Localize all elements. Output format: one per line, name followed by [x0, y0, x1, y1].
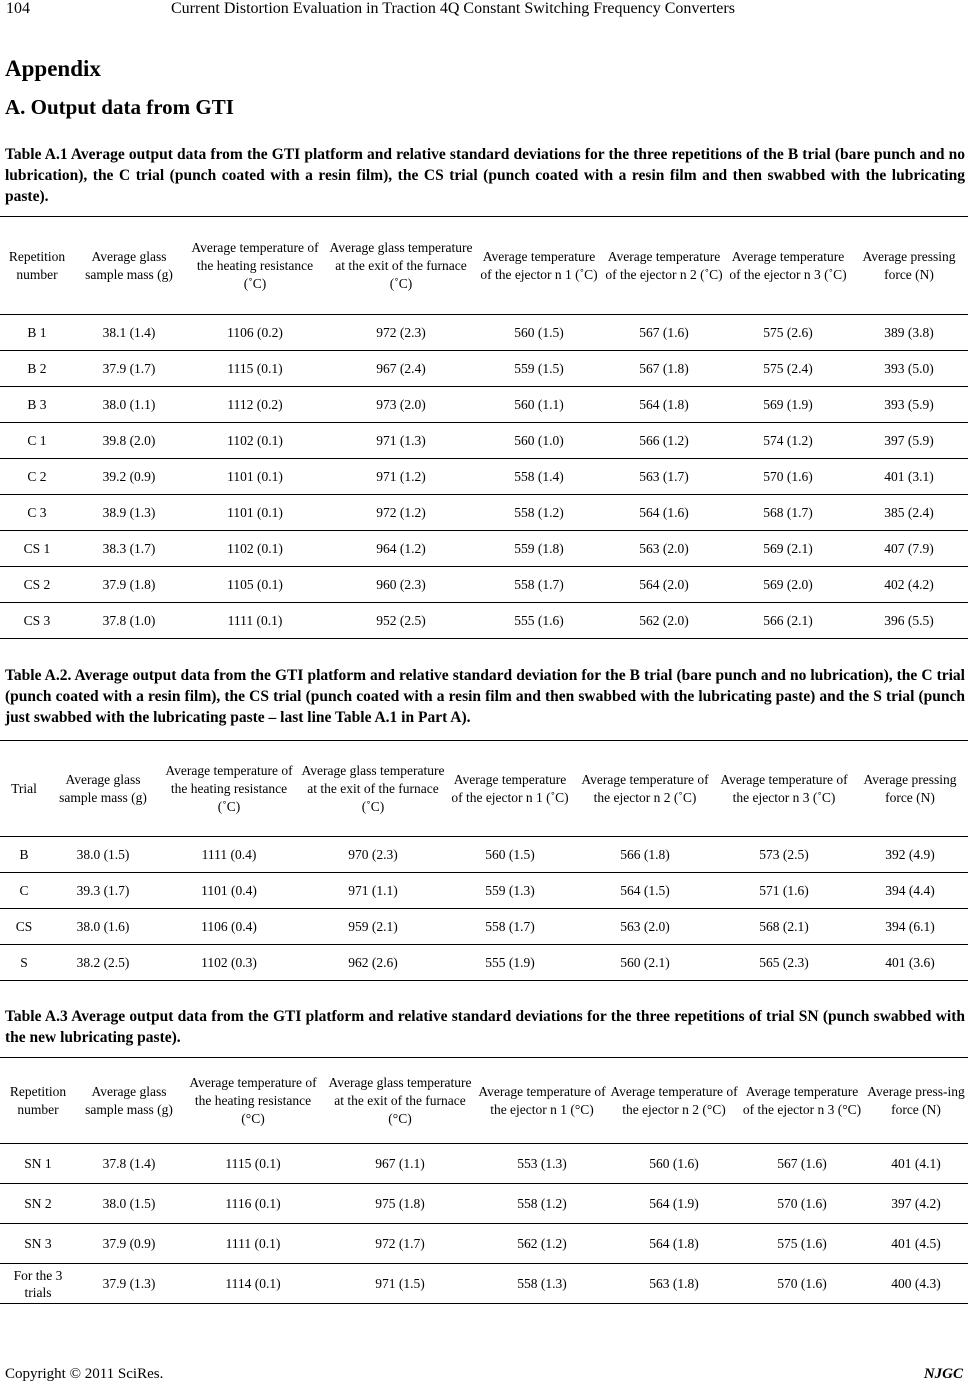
- row-label-cell: B 3: [0, 387, 74, 423]
- table-row: [0, 945, 968, 981]
- table-row: [0, 603, 968, 639]
- table-header-row: [0, 741, 968, 837]
- row-label-cell: C: [0, 873, 48, 909]
- table-cell: 975 (1.8): [324, 1184, 476, 1224]
- table-row: [0, 909, 968, 945]
- table-cell: 558 (1.3): [476, 1264, 608, 1304]
- section-title: Appendix: [5, 56, 101, 81]
- table-cell: 566 (2.1): [726, 603, 850, 639]
- table-cell: 1115 (0.1): [182, 1144, 324, 1184]
- table-cell: 565 (2.3): [716, 945, 852, 981]
- column-header: Average temperature of the ejector n 2 (˚C): [602, 217, 726, 315]
- table-cell: 1106 (0.2): [184, 315, 326, 351]
- table-cell: 564 (1.9): [608, 1184, 740, 1224]
- table-cell: 563 (2.0): [574, 909, 716, 945]
- table-cell: 575 (2.4): [726, 351, 850, 387]
- column-header: Average glass sample mass (g): [74, 217, 184, 315]
- table-cell: 570 (1.6): [726, 459, 850, 495]
- subsection-title: A. Output data from GTI: [5, 95, 234, 119]
- table-cell: 401 (3.1): [850, 459, 968, 495]
- table-cell: 401 (4.1): [864, 1144, 968, 1184]
- table-cell: 401 (4.5): [864, 1224, 968, 1264]
- table-cell: 971 (1.3): [326, 423, 476, 459]
- column-header: Average press-ing force (N): [864, 1058, 968, 1144]
- table-cell: 558 (1.7): [476, 567, 602, 603]
- row-label-cell: CS: [0, 909, 48, 945]
- row-label-cell: CS 2: [0, 567, 74, 603]
- table-cell: 558 (1.2): [476, 495, 602, 531]
- table-cell: 562 (2.0): [602, 603, 726, 639]
- table-cell: 555 (1.6): [476, 603, 602, 639]
- table-cell: 37.8 (1.0): [74, 603, 184, 639]
- table-cell: 37.9 (1.8): [74, 567, 184, 603]
- copyright-notice: Copyright © 2011 SciRes.: [5, 1366, 164, 1382]
- table-cell: 38.0 (1.5): [48, 837, 158, 873]
- column-header: Average glass sample mass (g): [76, 1058, 182, 1144]
- row-label-cell: CS 1: [0, 531, 74, 567]
- column-header: Average temperature of the ejector n 3 (°C): [740, 1058, 864, 1144]
- table-cell: 560 (1.0): [476, 423, 602, 459]
- table-row: [0, 1184, 968, 1224]
- table-row: [0, 837, 968, 873]
- table-row: [0, 1264, 968, 1304]
- table-cell: 402 (4.2): [850, 567, 968, 603]
- table-row: [0, 315, 968, 351]
- column-header: Average temperature of the ejector n 2 (°C): [608, 1058, 740, 1144]
- table-cell: 553 (1.3): [476, 1144, 608, 1184]
- row-label-cell: SN 1: [0, 1144, 76, 1184]
- journal-name: NJGC: [923, 1366, 963, 1382]
- table-cell: 560 (1.5): [446, 837, 574, 873]
- table-cell: 393 (5.9): [850, 387, 968, 423]
- table-header-row: [0, 217, 968, 315]
- column-header: Average glass temperature at the exit of the furnace (°C): [324, 1058, 476, 1144]
- table-cell: 559 (1.5): [476, 351, 602, 387]
- page-footer: [5, 1366, 963, 1383]
- table-row: [0, 531, 968, 567]
- row-label-cell: CS 3: [0, 603, 74, 639]
- table-a3-caption: Table A.3 Average output data from the GTI platform and relative standard deviations for the three repetitions of trial SN (punch swabbed with the new lubricating paste).: [5, 1008, 965, 1046]
- table-cell: 973 (2.0): [326, 387, 476, 423]
- running-title: Current Distortion Evaluation in Traction 4Q Constant Switching Frequency Converters: [171, 0, 735, 17]
- table-cell: 952 (2.5): [326, 603, 476, 639]
- table-cell: 1111 (0.4): [158, 837, 300, 873]
- table-cell: 567 (1.8): [602, 351, 726, 387]
- table-cell: 1101 (0.1): [184, 459, 326, 495]
- row-label-cell: SN 3: [0, 1224, 76, 1264]
- table-cell: 1101 (0.1): [184, 495, 326, 531]
- table-cell: 558 (1.2): [476, 1184, 608, 1224]
- table-cell: 563 (1.7): [602, 459, 726, 495]
- table-row: [0, 1224, 968, 1264]
- table-cell: 407 (7.9): [850, 531, 968, 567]
- column-header: Average temperature of the heating resistance (˚C): [158, 741, 300, 837]
- table-cell: 1114 (0.1): [182, 1264, 324, 1304]
- table-cell: 400 (4.3): [864, 1264, 968, 1304]
- table-cell: 569 (2.0): [726, 567, 850, 603]
- table-cell: 560 (2.1): [574, 945, 716, 981]
- table-cell: 560 (1.1): [476, 387, 602, 423]
- table-cell: 569 (1.9): [726, 387, 850, 423]
- column-header: Average pressing force (N): [850, 217, 968, 315]
- table-row: [0, 459, 968, 495]
- table-cell: 1101 (0.4): [158, 873, 300, 909]
- table-cell: 37.9 (0.9): [76, 1224, 182, 1264]
- table-cell: 1102 (0.1): [184, 531, 326, 567]
- table-row: [0, 873, 968, 909]
- table-cell: 1116 (0.1): [182, 1184, 324, 1224]
- table-cell: 960 (2.3): [326, 567, 476, 603]
- table-cell: 1102 (0.3): [158, 945, 300, 981]
- column-header: Average glass temperature at the exit of the furnace (˚C): [326, 217, 476, 315]
- table-cell: 570 (1.6): [740, 1184, 864, 1224]
- table-cell: 1105 (0.1): [184, 567, 326, 603]
- table-cell: 564 (1.8): [602, 387, 726, 423]
- table-cell: 564 (2.0): [602, 567, 726, 603]
- table-cell: 396 (5.5): [850, 603, 968, 639]
- table-cell: 967 (2.4): [326, 351, 476, 387]
- row-label-cell: B 1: [0, 315, 74, 351]
- table-cell: 39.2 (0.9): [74, 459, 184, 495]
- table-cell: 394 (4.4): [852, 873, 968, 909]
- table-row: [0, 1144, 968, 1184]
- column-header: Average pressing force (N): [852, 741, 968, 837]
- table-cell: 397 (4.2): [864, 1184, 968, 1224]
- table-cell: 37.9 (1.3): [76, 1264, 182, 1304]
- table-cell: 555 (1.9): [446, 945, 574, 981]
- table-cell: 37.8 (1.4): [76, 1144, 182, 1184]
- table-a2: [0, 740, 968, 981]
- row-label-cell: C 2: [0, 459, 74, 495]
- table-cell: 1106 (0.4): [158, 909, 300, 945]
- column-header: Average glass temperature at the exit of the furnace (˚C): [300, 741, 446, 837]
- table-cell: 38.0 (1.5): [76, 1184, 182, 1224]
- column-header: Average temperature of the ejector n 3 (˚C): [726, 217, 850, 315]
- column-header: Average temperature of the ejector n 1 (˚C): [476, 217, 602, 315]
- row-label-cell: C 3: [0, 495, 74, 531]
- row-label-cell: S: [0, 945, 48, 981]
- table-row: [0, 495, 968, 531]
- row-label-cell: For the 3 trials: [0, 1264, 76, 1304]
- table-cell: 567 (1.6): [740, 1144, 864, 1184]
- column-header: Average temperature of the ejector n 2 (˚C): [574, 741, 716, 837]
- table-cell: 560 (1.6): [608, 1144, 740, 1184]
- table-cell: 569 (2.1): [726, 531, 850, 567]
- table-cell: 575 (1.6): [740, 1224, 864, 1264]
- table-a2-caption: Table A.2. Average output data from the GTI platform and relative standard deviation for the B trial (bare punch and no lubrication), the C trial (punch coated with a resin film), the CS trial (punch coated with a resin film and then swabbed with the lubricating paste) and the S trial (punch just swabbed with the lubricating paste – last line Table A.1 in Part A).: [5, 667, 965, 726]
- table-cell: 558 (1.7): [446, 909, 574, 945]
- table-a1: [0, 216, 968, 639]
- table-cell: 1112 (0.2): [184, 387, 326, 423]
- table-cell: 39.3 (1.7): [48, 873, 158, 909]
- table-cell: 1111 (0.1): [184, 603, 326, 639]
- table-cell: 568 (1.7): [726, 495, 850, 531]
- column-header: Trial: [0, 741, 48, 837]
- table-cell: 38.9 (1.3): [74, 495, 184, 531]
- table-cell: 392 (4.9): [852, 837, 968, 873]
- table-cell: 560 (1.5): [476, 315, 602, 351]
- table-cell: 566 (1.2): [602, 423, 726, 459]
- column-header: Repetition number: [0, 217, 74, 315]
- table-cell: 38.1 (1.4): [74, 315, 184, 351]
- table-row: [0, 567, 968, 603]
- table-cell: 972 (1.2): [326, 495, 476, 531]
- table-cell: 38.0 (1.1): [74, 387, 184, 423]
- table-cell: 39.8 (2.0): [74, 423, 184, 459]
- table-cell: 571 (1.6): [716, 873, 852, 909]
- table-cell: 568 (2.1): [716, 909, 852, 945]
- table-cell: 967 (1.1): [324, 1144, 476, 1184]
- table-cell: 1111 (0.1): [182, 1224, 324, 1264]
- row-label-cell: C 1: [0, 423, 74, 459]
- table-cell: 972 (1.7): [324, 1224, 476, 1264]
- table-cell: 558 (1.4): [476, 459, 602, 495]
- column-header: Average temperature of the ejector n 1 (˚C): [446, 741, 574, 837]
- column-header: Average temperature of the ejector n 1 (°C): [476, 1058, 608, 1144]
- table-header-row: [0, 1058, 968, 1144]
- table-cell: 564 (1.6): [602, 495, 726, 531]
- table-cell: 970 (2.3): [300, 837, 446, 873]
- table-cell: 564 (1.5): [574, 873, 716, 909]
- column-header: Average temperature of the ejector n 3 (˚C): [716, 741, 852, 837]
- table-a1-caption: Table A.1 Average output data from the GTI platform and relative standard deviations for the three repetitions of the B trial (bare punch and no lubrication), the C trial (punch coated with a resin film), the CS trial (punch coated with a resin film and then swabbed with the lubricating paste).: [5, 146, 965, 205]
- table-cell: 971 (1.2): [326, 459, 476, 495]
- column-header: Average glass sample mass (g): [48, 741, 158, 837]
- table-cell: 401 (3.6): [852, 945, 968, 981]
- table-cell: 559 (1.3): [446, 873, 574, 909]
- column-header: Average temperature of the heating resistance (˚C): [184, 217, 326, 315]
- table-cell: 38.0 (1.6): [48, 909, 158, 945]
- table-cell: 1102 (0.1): [184, 423, 326, 459]
- column-header: Repetition number: [0, 1058, 76, 1144]
- table-cell: 393 (5.0): [850, 351, 968, 387]
- table-cell: 962 (2.6): [300, 945, 446, 981]
- table-cell: 385 (2.4): [850, 495, 968, 531]
- table-a3: [0, 1057, 968, 1304]
- table-cell: 959 (2.1): [300, 909, 446, 945]
- row-label-cell: B 2: [0, 351, 74, 387]
- table-cell: 38.3 (1.7): [74, 531, 184, 567]
- row-label-cell: SN 2: [0, 1184, 76, 1224]
- page-number: 104: [6, 0, 30, 17]
- column-header: Average temperature of the heating resistance (°C): [182, 1058, 324, 1144]
- table-cell: 559 (1.8): [476, 531, 602, 567]
- table-cell: 564 (1.8): [608, 1224, 740, 1264]
- table-cell: 567 (1.6): [602, 315, 726, 351]
- table-cell: 563 (1.8): [608, 1264, 740, 1304]
- table-cell: 575 (2.6): [726, 315, 850, 351]
- table-row: [0, 387, 968, 423]
- table-row: [0, 351, 968, 387]
- table-cell: 972 (2.3): [326, 315, 476, 351]
- row-label-cell: B: [0, 837, 48, 873]
- table-cell: 38.2 (2.5): [48, 945, 158, 981]
- table-row: [0, 423, 968, 459]
- table-cell: 563 (2.0): [602, 531, 726, 567]
- table-cell: 971 (1.5): [324, 1264, 476, 1304]
- table-cell: 574 (1.2): [726, 423, 850, 459]
- table-cell: 37.9 (1.7): [74, 351, 184, 387]
- table-cell: 394 (6.1): [852, 909, 968, 945]
- table-cell: 964 (1.2): [326, 531, 476, 567]
- table-cell: 570 (1.6): [740, 1264, 864, 1304]
- table-cell: 1115 (0.1): [184, 351, 326, 387]
- table-cell: 562 (1.2): [476, 1224, 608, 1264]
- table-cell: 971 (1.1): [300, 873, 446, 909]
- table-cell: 573 (2.5): [716, 837, 852, 873]
- table-cell: 566 (1.8): [574, 837, 716, 873]
- table-cell: 397 (5.9): [850, 423, 968, 459]
- table-cell: 389 (3.8): [850, 315, 968, 351]
